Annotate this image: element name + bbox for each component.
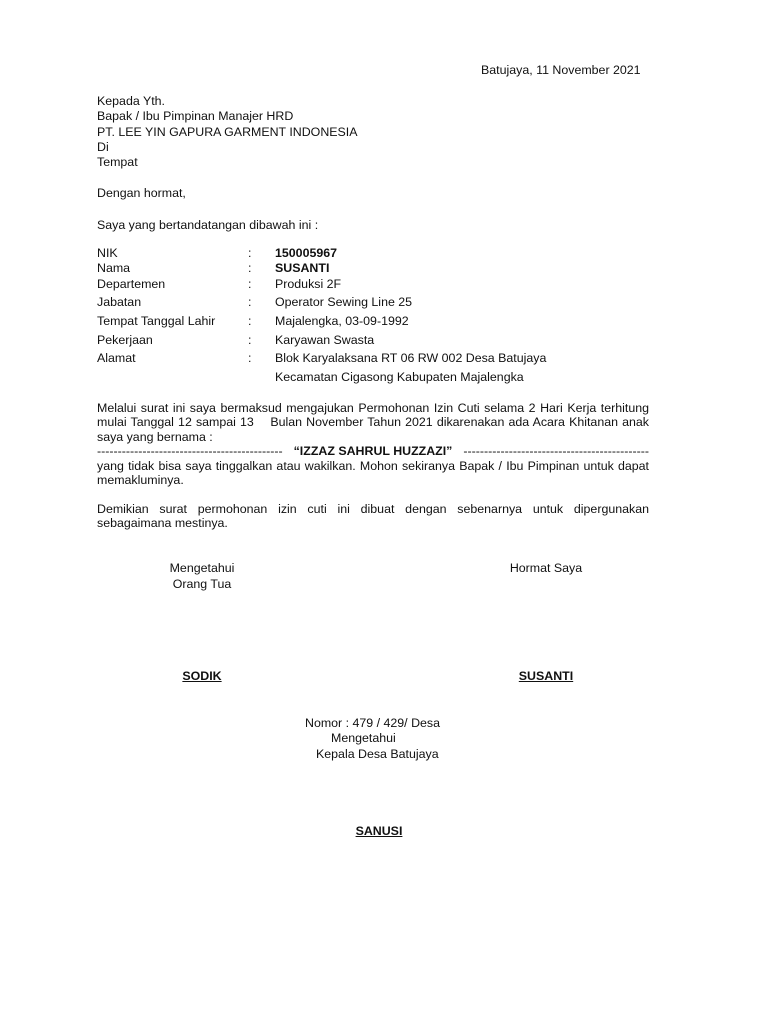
village-title: Kepala Desa Batujaya [316,747,439,761]
body-line: Melalui surat ini saya bermaksud mengajukan Permohonan Izin Cuti selama 2 Hari Kerja terhitung [97,401,649,415]
field-label: Departemen [97,277,166,291]
field-row [0,246,768,262]
signature-left-title: Orang Tua [172,577,232,591]
field-colon: : [248,246,252,260]
child-name-line [97,444,649,460]
field-label: NIK [97,246,118,260]
field-row [0,261,768,277]
field-label: Pekerjaan [97,333,153,347]
field-label: Alamat [97,351,136,365]
body-line: yang tidak bisa saya tinggalkan atau wakilkan. Mohon sekiranya Bapak / Ibu Pimpinan untuk dapat [97,459,649,473]
greeting: Dengan hormat, [97,186,186,200]
field-label: Tempat Tanggal Lahir [97,314,216,328]
field-colon: : [248,333,252,347]
field-row [0,295,768,311]
address-line-2: Kecamatan Cigasong Kabupaten Majalengka [275,370,524,384]
field-value: Karyawan Swasta [275,333,375,347]
field-label: Nama [97,261,131,275]
signature-left-name: SODIK [182,669,222,683]
village-title: Mengetahui [331,731,396,745]
body-line: saya yang bernama : [97,430,213,444]
field-value: 150005967 [275,246,338,260]
field-colon: : [248,261,252,275]
dash-right: --------------------------------------------- [463,444,649,458]
village-number: Nomor : 479 / 429/ Desa [305,716,440,730]
field-value: Blok Karyalaksana RT 06 RW 002 Desa Batujaya [275,351,547,365]
field-colon: : [248,295,252,309]
field-value: Operator Sewing Line 25 [275,295,413,309]
closing-line: sebagaimana mestinya. [97,516,228,530]
field-row [0,351,768,367]
field-colon: : [248,277,252,291]
recipient-line: Di [97,140,109,154]
field-colon: : [248,351,252,365]
intro-text: Saya yang bertandatangan dibawah ini : [97,218,319,232]
field-row [0,314,768,330]
recipient-line: Tempat [97,155,138,169]
field-row [0,277,768,293]
village-head-name: SANUSI [355,824,403,838]
place-date: Batujaya, 11 November 2021 [481,63,641,77]
recipient-line: Bapak / Ibu Pimpinan Manajer HRD [97,109,294,123]
closing-line: Demikian surat permohonan izin cuti ini dibuat dengan sebenarnya untuk dipergunakan [97,502,649,516]
field-value: SUSANTI [275,261,330,275]
dash-left: --------------------------------------------- [97,444,283,458]
signature-right-name: SUSANTI [518,669,574,683]
field-colon: : [248,314,252,328]
signature-right-title: Hormat Saya [509,561,583,575]
field-value: Majalengka, 03-09-1992 [275,314,409,328]
field-label: Jabatan [97,295,142,309]
body-line: memakluminya. [97,473,184,487]
field-value: Produksi 2F [275,277,342,291]
body-line: mulai Tanggal 12 sampai 13 Bulan November Tahun 2021 dikarenakan ada Acara Khitanan anak [97,415,649,429]
child-name: “IZZAZ SAHRUL HUZZAZI” [293,444,453,458]
recipient-line: Kepada Yth. [97,94,165,108]
field-row [0,333,768,349]
recipient-line: PT. LEE YIN GAPURA GARMENT INDONESIA [97,125,358,139]
signature-left-title: Mengetahui [169,561,235,575]
